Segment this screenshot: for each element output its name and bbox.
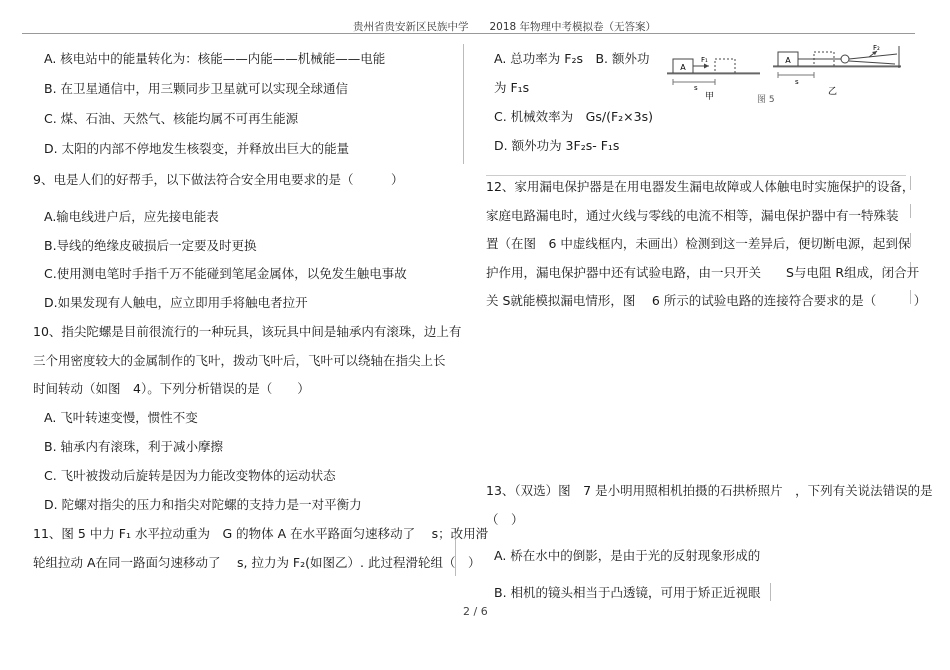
q9-option-d: D.如果发现有人触电，应立即用手将触电者拉开 (44, 295, 308, 310)
row-rule (486, 175, 906, 176)
q13-option-a: A. 桥在水中的倒影，是由于光的反射现象形成的 (494, 548, 761, 563)
q12-stem-line: 家庭电路漏电时，通过火线与零线的电流不相等，漏电保护器中有一特殊装 (486, 208, 899, 223)
figure5-yi-s-label: s (795, 78, 799, 86)
page-header: 贵州省贵安新区民族中学 2018 年物理中考模拟卷（无答案） (353, 21, 657, 33)
column-edge-mark (463, 44, 464, 164)
column-edge-mark (910, 204, 911, 218)
q13-stem-line: （ ） (486, 512, 524, 527)
q9-option-a: A.输电线进户后，应先接电能表 (44, 209, 219, 224)
figure5-yi-label: 乙 (828, 87, 838, 97)
q13-option-b: B. 相机的镜头相当于凸透镜，可用于矫正近视眼 (494, 585, 761, 600)
q8-option-c: C. 煤、石油、天然气、核能均属不可再生能源 (44, 111, 299, 126)
q8-option-a: A. 核电站中的能量转化为：核能——内能——机械能——电能 (44, 51, 386, 66)
q8-option-b: B. 在卫星通信中，用三颗同步卫星就可以实现全球通信 (44, 81, 349, 96)
figure5 (665, 42, 915, 106)
figure5-jia-s-label: s (694, 84, 698, 92)
q10-stem-line: 时间转动（如图 4）。下列分析错误的是（ ） (33, 381, 310, 396)
q12-stem-line: 关 S就能模拟漏电情形，图 6 所示的试验电路的连接符合要求的是（ ） (486, 293, 927, 308)
q11-stem-line: 11、图 5 中力 F₁ 水平拉动重为 G 的物体 A 在水平路面匀速移动了 s；改用滑 (33, 526, 489, 541)
q12-stem-line: 护作用，漏电保护器中还有试验电路，由一只开关 S与电阻 R组成，闭合开 (486, 265, 920, 280)
q12-stem-line: 置（在图 6 中虚线框内，未画出）检测到这一差异后，便切断电源，起到保 (486, 236, 911, 251)
page-number: 2 / 6 (463, 605, 488, 618)
q13-stem-line: 13、（双选）图 7 是小明用照相机拍摄的石拱桥照片 ，下列有关说法错误的是 (486, 483, 933, 498)
q11-stem-line: 轮组拉动 A在同一路面匀速移动了 s, 拉力为 F₂(如图乙）. 此过程滑轮组（ ） (33, 555, 481, 570)
q9-option-c: C.使用测电笔时手指千万不能碰到笔尾金属体，以免发生触电事故 (44, 266, 407, 281)
figure5-jia-label: 甲 (705, 92, 715, 102)
column-edge-mark (770, 583, 771, 601)
q10-option-a: A. 飞叶转速变慢，惯性不变 (44, 410, 198, 425)
header-rule (22, 33, 915, 34)
q10-option-c: C. 飞叶被拨动后旋转是因为力能改变物体的运动状态 (44, 468, 336, 483)
q11-option-d: D. 额外功为 3F₂s- F₁s (494, 138, 620, 153)
q11-option-b-cont: 为 F₁s (494, 80, 530, 95)
q10-option-d: D. 陀螺对指尖的压力和指尖对陀螺的支持力是一对平衡力 (44, 497, 362, 512)
q10-option-b: B. 轴承内有滚珠，利于减小摩擦 (44, 439, 224, 454)
figure5-jia-block-label: A (680, 63, 686, 72)
q10-stem-line: 三个用密度较大的金属制作的飞叶，拨动飞叶后，飞叶可以绕轴在指尖上长 (33, 353, 446, 368)
q10-stem-line: 10、指尖陀螺是目前很流行的一种玩具，该玩具中间是轴承内有滚珠，边上有 (33, 324, 462, 339)
q9-stem: 9、电是人们的好帮手，以下做法符合安全用电要求的是（ ） (33, 172, 404, 187)
figure5-f1-label: F₁ (701, 56, 708, 64)
figure5-yi-block-label: A (785, 56, 791, 65)
q9-option-b: B.导线的绝缘皮破损后一定要及时更换 (44, 238, 257, 253)
figure5-caption: 图 5 (757, 95, 775, 105)
q8-option-d: D. 太阳的内部不停地发生核裂变，并释放出巨大的能量 (44, 141, 350, 156)
figure5-yi (773, 46, 901, 78)
q11-option-c: C. 机械效率为 Gs/(F₂×3s) (494, 109, 653, 124)
figure5-f2-label: F₂ (873, 44, 880, 52)
q11-option-ab: A. 总功率为 F₂s B. 额外功 (494, 51, 650, 66)
q12-stem-line: 12、家用漏电保护器是在用电器发生漏电故障或人体触电时实施保护的设备， (486, 179, 915, 194)
